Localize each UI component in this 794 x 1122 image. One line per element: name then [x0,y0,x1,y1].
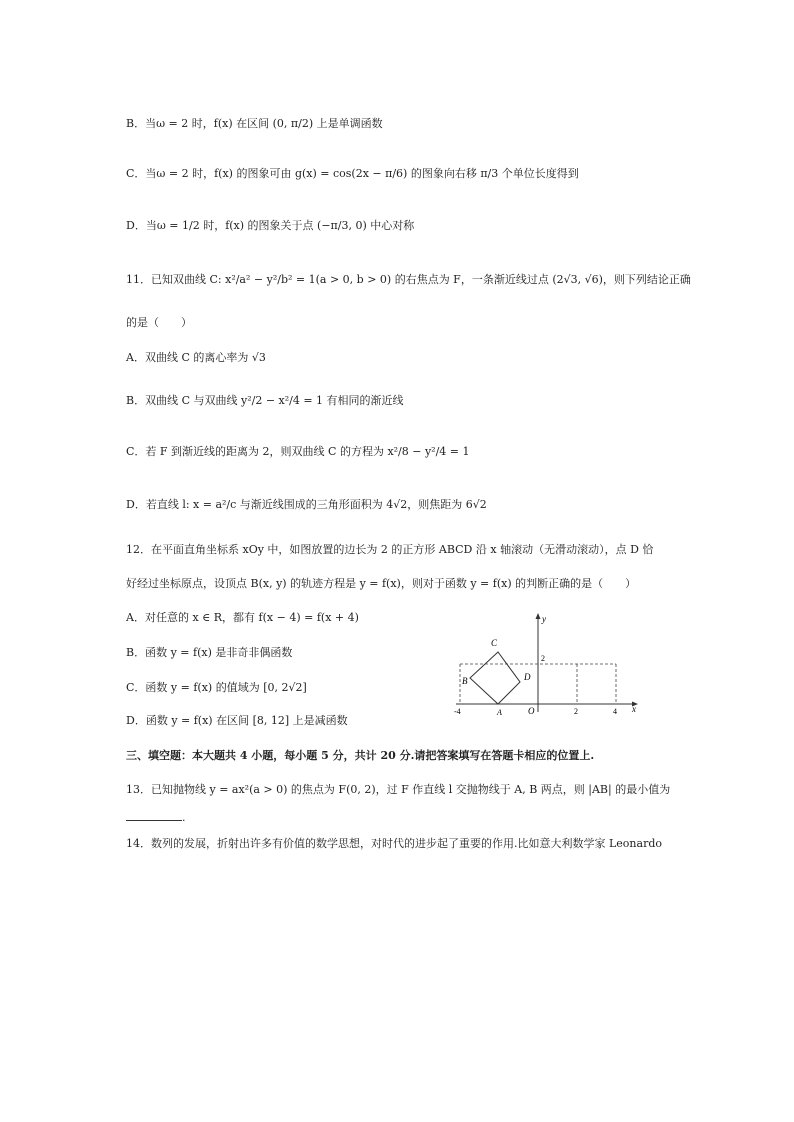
label-a: A [497,708,502,717]
q11-option-d: D．若直线 l: x = a²/c 与渐近线围成的三角形面积为 4√2，则焦距为 6√2 [126,498,487,511]
y-axis-arrow [536,613,541,619]
q12-option-b: B．函数 y = f(x) 是非奇非偶函数 [126,646,293,659]
label-x: x [632,704,636,714]
label-d: D [524,672,531,682]
q13-blank [126,810,186,826]
label-b: B [462,676,468,686]
q14-stem: 14．数列的发展，折射出许多有价值的数学思想，对时代的进步起了重要的作用.比如意大利数学家 Leonardo [126,837,662,850]
square-abcd [472,652,519,704]
q12-stem-cont: 好经过坐标原点，设顶点 B(x, y) 的轨迹方程是 y = f(x)，则对于函数 y = f(x) 的判断正确的是（ ） [126,577,637,590]
q11-stem: 11．已知双曲线 C: x²/a² − y²/b² = 1(a > 0, b > 0) 的右焦点为 F，一条渐近线过点 (2√3, √6)，则下列结论正确 [126,273,691,286]
q12-figure [448,608,648,720]
label-o: O [528,706,535,716]
tick-y2: 2 [541,654,545,663]
q10-option-d: D．当ω = 1/2 时，f(x) 的图象关于点 (−π/3, 0) 中心对称 [126,219,415,232]
answer-blank [126,810,182,821]
label-c: C [491,638,498,648]
q12-option-d: D．函数 y = f(x) 在区间 [8, 12] 上是减函数 [126,714,348,727]
tick-neg4: -4 [454,707,461,716]
tick-2: 2 [574,707,578,716]
q12-option-c: C．函数 y = f(x) 的值域为 [0, 2√2] [126,681,307,694]
q11-option-b: B．双曲线 C 与双曲线 y²/2 − x²/4 = 1 有相同的渐近线 [126,394,404,407]
q11-stem-cont: 的是（ ） [126,316,192,329]
tick-4: 4 [613,707,617,716]
q11-option-c: C．若 F 到渐近线的距离为 2，则双曲线 C 的方程为 x²/8 − y²/4 = 1 [126,445,470,458]
q13-stem: 13．已知抛物线 y = ax²(a > 0) 的焦点为 F(0, 2)，过 F 作直线 l 交抛物线于 A, B 两点，则 |AB| 的最小值为 [126,783,671,796]
label-y: y [542,614,546,624]
q12-option-a: A．对任意的 x ∈ R，都有 f(x − 4) = f(x + 4) [126,611,359,624]
q13-period: . [182,811,186,824]
square-shape [470,652,520,704]
section-3-heading: 三、填空题：本大题共 4 小题，每小题 5 分，共计 20 分.请把答案填写在答题卡相应的位置上. [126,749,595,762]
q12-stem: 12．在平面直角坐标系 xOy 中，如图放置的边长为 2 的正方形 ABCD 沿 x 轴滚动（无滑动滚动），点 D 恰 [126,543,654,556]
q10-option-c: C．当ω = 2 时，f(x) 的图象可由 g(x) = cos(2x − π/6) 的图象向右移 π/3 个单位长度得到 [126,167,579,180]
q11-option-a: A．双曲线 C 的离心率为 √3 [126,351,266,364]
q10-option-b: B．当ω = 2 时，f(x) 在区间 (0, π/2) 上是单调函数 [126,117,383,130]
